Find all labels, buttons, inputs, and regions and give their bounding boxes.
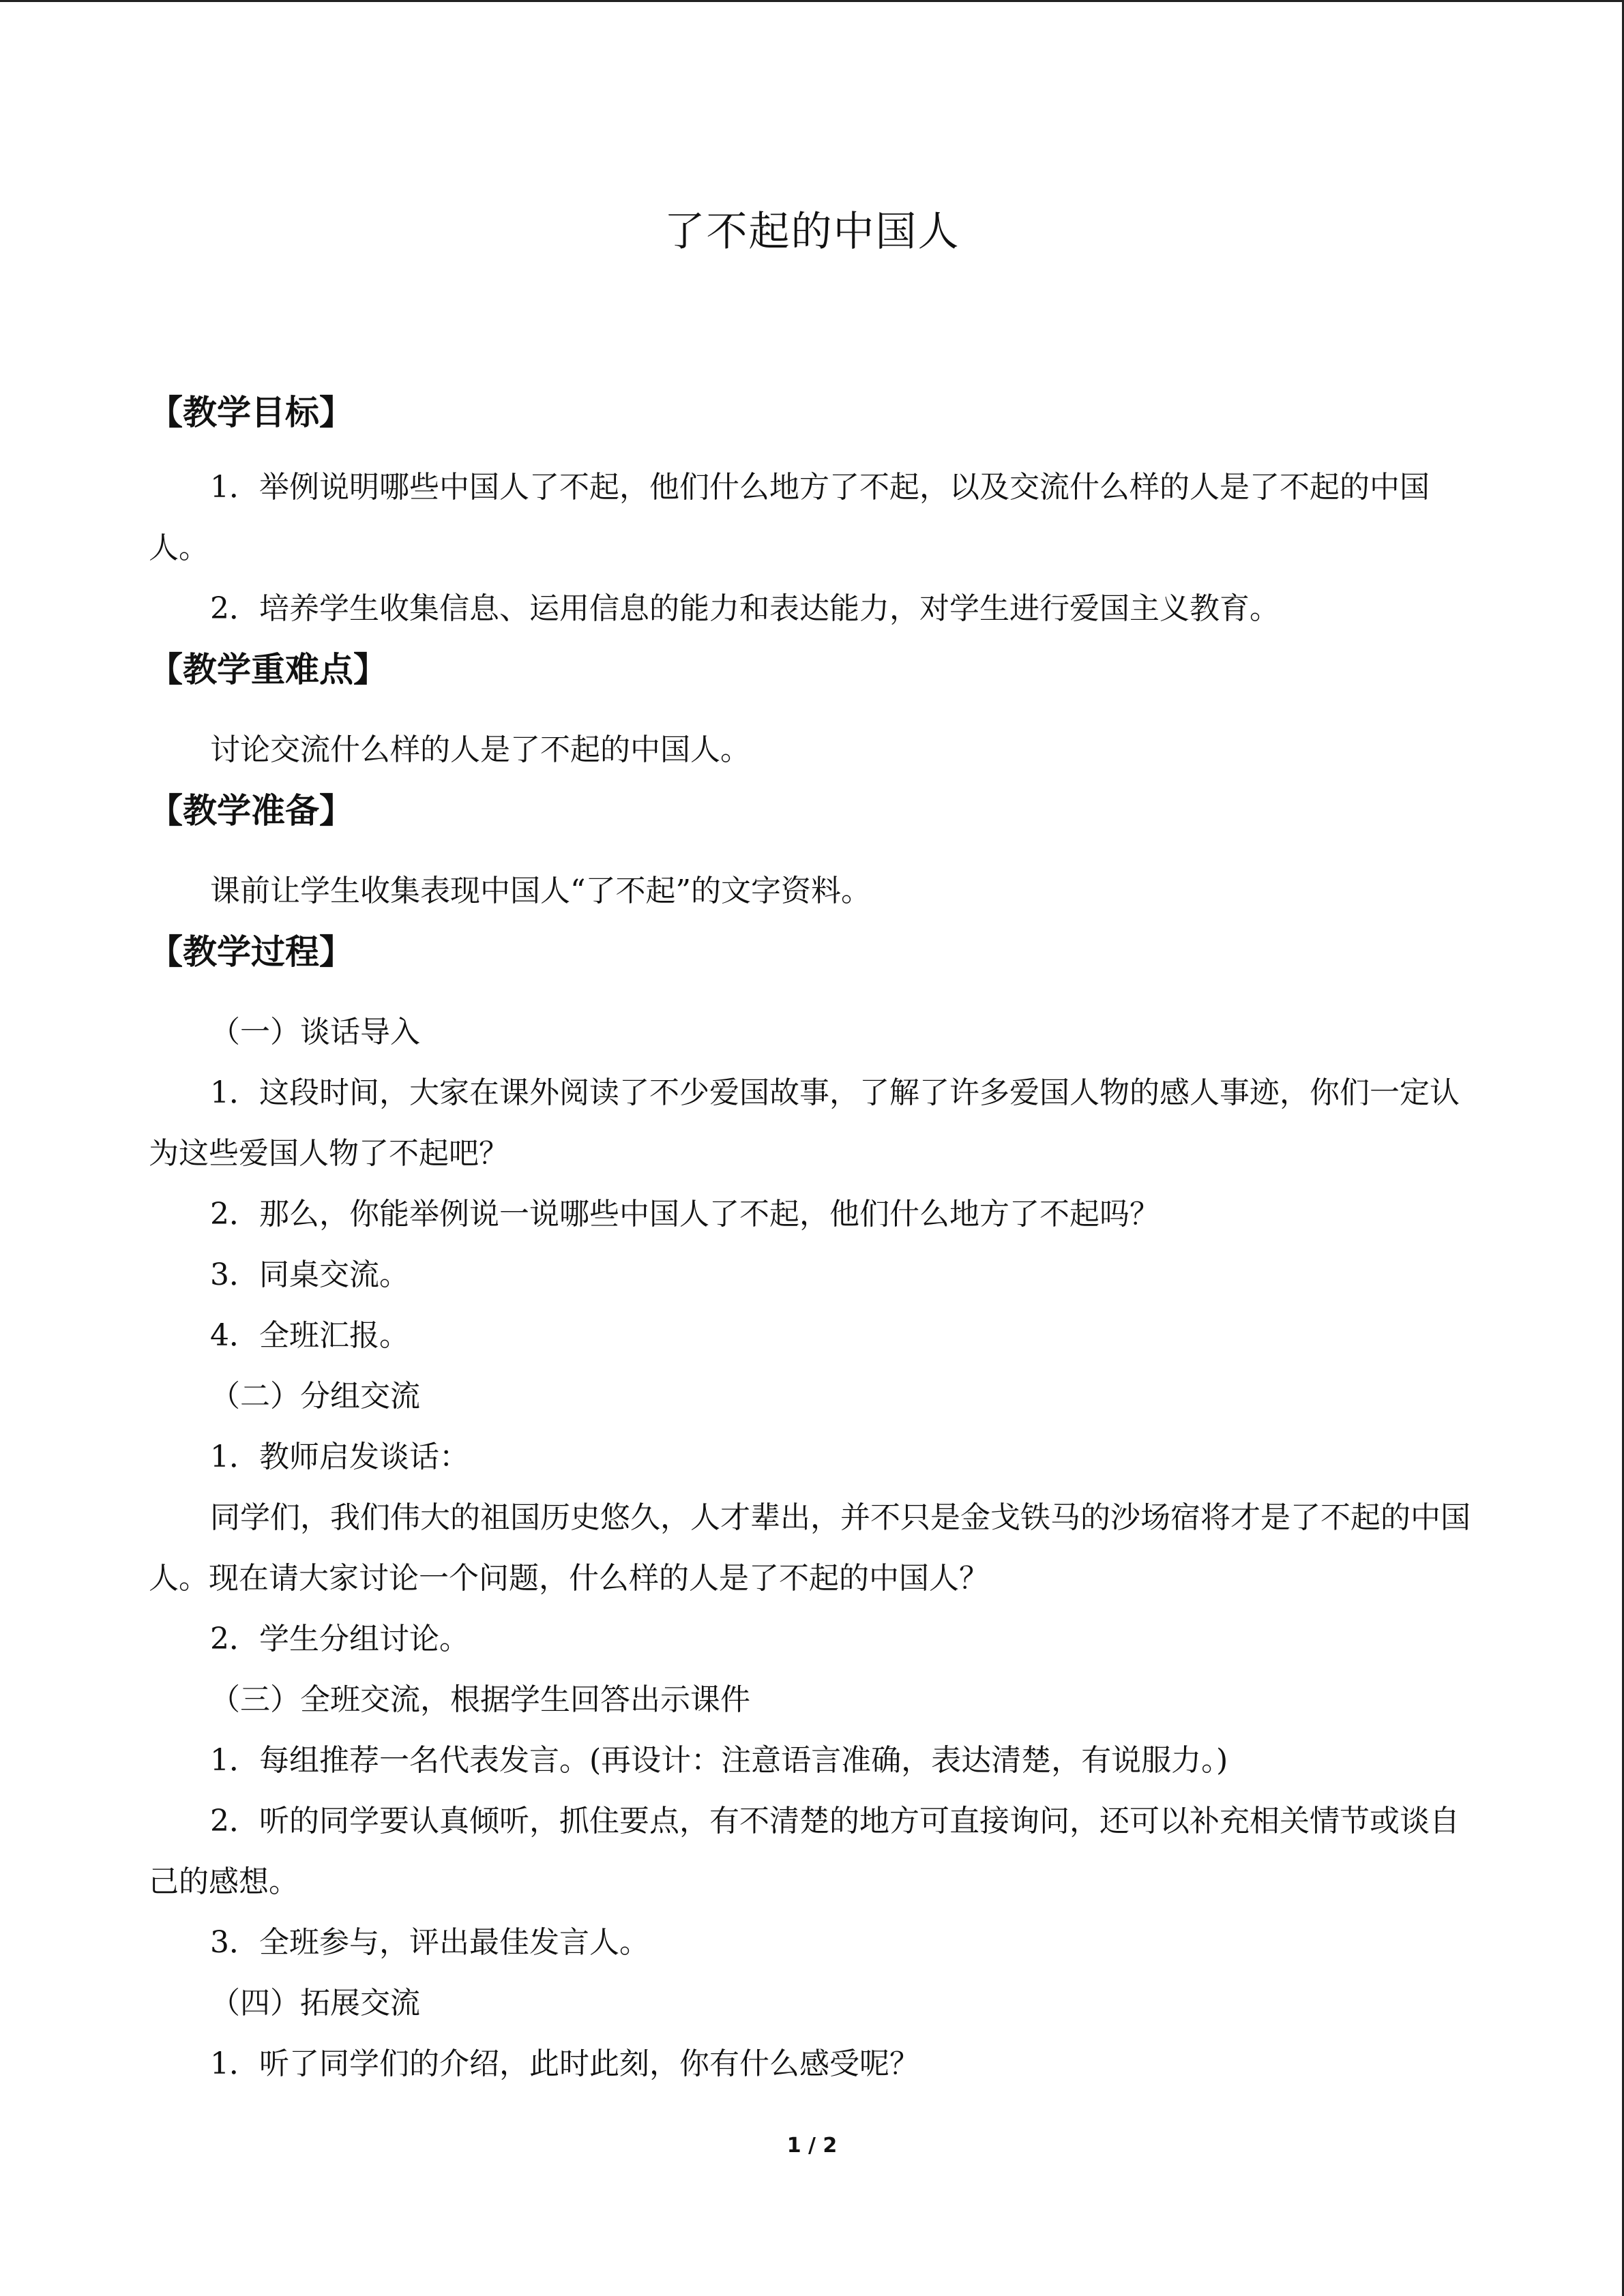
process-subheading: （一）谈话导入: [210, 1015, 420, 1049]
process-line: 4．全班汇报。: [210, 1318, 409, 1353]
process-line: 1．听了同学们的介绍，此时此刻，你有什么感受呢？: [210, 2046, 919, 2081]
process-line: 2．学生分组讨论。: [210, 1622, 469, 1656]
goal-item: 1．举例说明哪些中国人了不起，他们什么地方了不起，以及交流什么样的人是了不起的中国人。: [149, 470, 1430, 565]
preparation-text: 课前让学生收集表现中国人“了不起”的文字资料。: [210, 874, 871, 908]
process-subheading: （二）分组交流: [210, 1379, 420, 1414]
section-heading-preparation: 【教学准备】: [149, 791, 353, 831]
process-line: 3．同桌交流。: [210, 1257, 409, 1292]
section-heading-key-points: 【教学重难点】: [149, 650, 387, 689]
document-body: [149, 382, 1479, 2094]
process-line: 2．听的同学要认真倾听，抓住要点，有不清楚的地方可直接询问，还可以补充相关情节或谈自己的感想。: [149, 1804, 1460, 1899]
page-number: 1 / 2: [786, 2134, 838, 2158]
section-heading-goals: 【教学目标】: [149, 393, 353, 432]
process-subheading: （四）拓展交流: [210, 1986, 420, 2021]
section-heading-process: 【教学过程】: [149, 932, 353, 972]
page-top-border: [0, 0, 1624, 2]
process-line: 同学们，我们伟大的祖国历史悠久，人才辈出，并不只是金戈铁马的沙场宿将才是了不起的中国人。现在请大家讨论一个问题，什么样的人是了不起的中国人？: [149, 1500, 1471, 1596]
process-line: 2．那么，你能举例说一说哪些中国人了不起，他们什么地方了不起吗？: [210, 1197, 1160, 1232]
process-line: 3．全班参与，评出最佳发言人。: [210, 1925, 649, 1960]
process-subheading: （三）全班交流，根据学生回答出示课件: [210, 1682, 750, 1717]
document-title: 了不起的中国人: [664, 208, 960, 256]
goal-item: 2．培养学生收集信息、运用信息的能力和表达能力，对学生进行爱国主义教育。: [210, 591, 1280, 626]
process-line: 1．教师启发谈话：: [210, 1440, 469, 1474]
key-points-text: 讨论交流什么样的人是了不起的中国人。: [210, 732, 750, 767]
process-line: 1．每组推荐一名代表发言。(再设计：注意语言准确，表达清楚，有说服力。): [210, 1743, 1228, 1778]
process-line: 1．这段时间，大家在课外阅读了不少爱国故事，了解了许多爱国人物的感人事迹，你们一定认为这些爱国人物了不起吧？: [149, 1075, 1460, 1171]
